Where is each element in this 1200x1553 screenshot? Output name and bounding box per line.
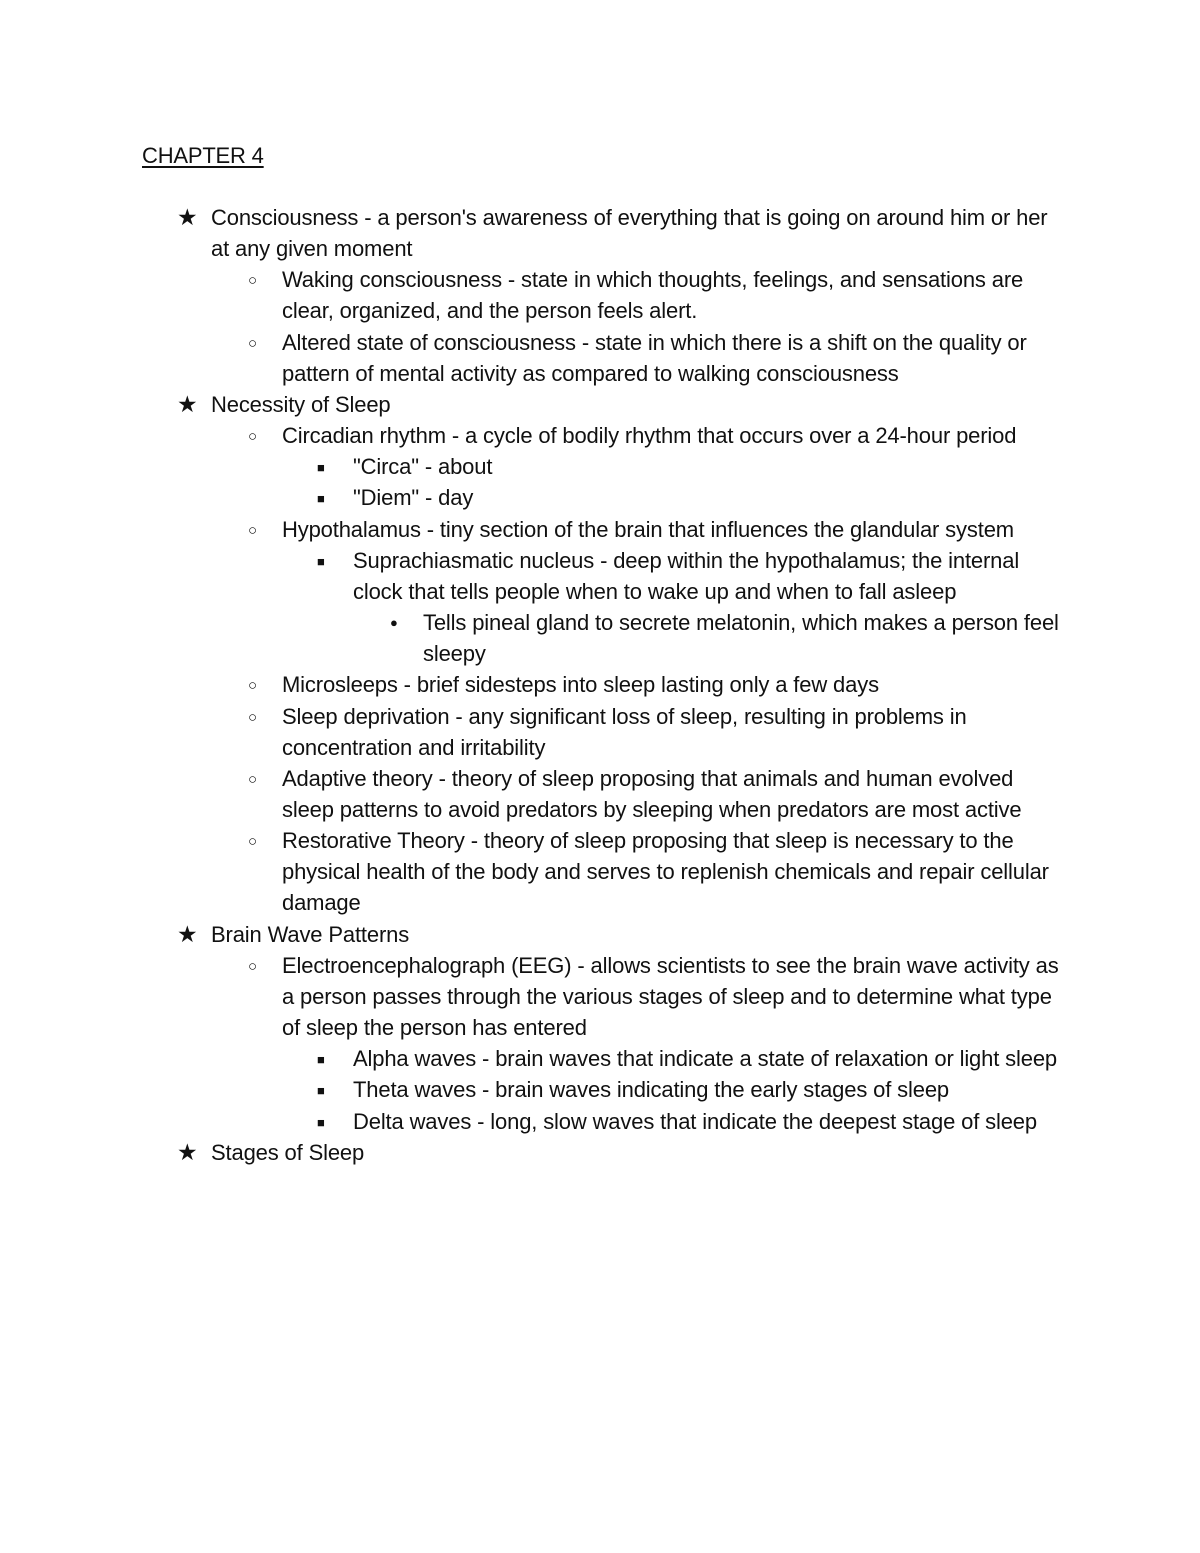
star-bullet-icon: ★ xyxy=(177,1138,198,1165)
notes-list xyxy=(0,202,1200,1168)
list-item-text: Sleep deprivation - any significant loss of sleep, resulting in problems in concentration and irritability xyxy=(282,703,967,760)
list-item-level-1 xyxy=(0,202,1061,264)
list-item-level-3 xyxy=(0,482,1063,513)
list-item-level-3 xyxy=(0,1043,1063,1074)
list-item-text: Delta waves - long, slow waves that indicate the deepest stage of sleep xyxy=(353,1108,1037,1134)
circle-bullet-icon: ○ xyxy=(248,770,257,788)
list-item-level-2 xyxy=(0,950,1062,1043)
square-bullet-icon: ■ xyxy=(317,491,325,507)
square-bullet-icon: ■ xyxy=(317,1114,325,1130)
list-item-text: Suprachiasmatic nucleus - deep within the hypothalamus; the internal clock that tells people when to wake up and when to fall asleep xyxy=(353,547,1020,604)
star-bullet-icon: ★ xyxy=(177,204,198,230)
list-item-text: Circadian rhythm - a cycle of bodily rhythm that occurs over a 24-hour period xyxy=(282,423,1017,449)
list-item-level-3 xyxy=(0,451,1063,482)
circle-bullet-icon: ○ xyxy=(248,833,257,851)
list-item-level-3 xyxy=(0,1074,1063,1105)
star-bullet-icon: ★ xyxy=(177,920,198,947)
list-item-text: Restorative Theory - theory of sleep proposing that sleep is necessary to the physical health of the body and serves to replenish chemicals and repair cellular damage xyxy=(282,828,1049,916)
list-item-text: "Diem" - day xyxy=(353,485,474,511)
list-item-text: Consciousness - a person's awareness of everything that is going on around him or her at any given moment xyxy=(211,205,1048,262)
list-item-level-2 xyxy=(0,763,1062,825)
square-bullet-icon: ■ xyxy=(317,1052,325,1068)
list-item-text: Theta waves - brain waves indicating the early stages of sleep xyxy=(353,1077,950,1103)
chapter-title: CHAPTER 4 xyxy=(142,143,264,168)
list-item-level-2 xyxy=(0,514,1062,545)
square-bullet-icon: ■ xyxy=(317,553,325,569)
list-item-text: Stages of Sleep xyxy=(211,1139,365,1165)
list-item-text: Tells pineal gland to secrete melatonin, which makes a person feel sleepy xyxy=(423,610,1059,667)
list-item-level-2 xyxy=(0,669,1062,700)
list-item-level-2 xyxy=(0,264,1062,326)
circle-bullet-icon: ○ xyxy=(248,957,257,975)
circle-bullet-icon: ○ xyxy=(248,521,257,539)
list-item-level-2 xyxy=(0,420,1062,451)
list-item-text: Electroencephalograph (EEG) - allows scientists to see the brain wave activity as a person passes through the various stages of sleep and to determine what type of sleep the person has entered xyxy=(282,952,1059,1041)
list-item-text: Waking consciousness - state in which thoughts, feelings, and sensations are clear, organized, and the person feels alert. xyxy=(282,267,1024,324)
list-item-level-1 xyxy=(0,389,1061,420)
list-item-level-2 xyxy=(0,825,1062,918)
list-item-level-3 xyxy=(0,545,1063,607)
list-item-level-3 xyxy=(0,1106,1063,1137)
list-item-level-4 xyxy=(0,607,1063,669)
circle-bullet-icon: ○ xyxy=(248,334,257,352)
disc-bullet-icon: ● xyxy=(390,615,398,631)
list-item-level-1 xyxy=(0,919,1061,950)
list-item-level-2 xyxy=(0,327,1062,389)
circle-bullet-icon: ○ xyxy=(248,677,257,695)
list-item-text: Altered state of consciousness - state in which there is a shift on the quality or pattern of mental activity as compared to walking consciousness xyxy=(282,329,1027,386)
circle-bullet-icon: ○ xyxy=(248,272,257,290)
star-bullet-icon: ★ xyxy=(177,390,198,417)
circle-bullet-icon: ○ xyxy=(248,428,257,446)
list-item-text: Adaptive theory - theory of sleep proposing that animals and human evolved sleep patterns to avoid predators by sleeping when predators are most active xyxy=(282,765,1022,822)
list-item-text: "Circa" - about xyxy=(353,454,493,480)
square-bullet-icon: ■ xyxy=(317,460,325,476)
square-bullet-icon: ■ xyxy=(317,1083,325,1099)
list-item-level-2 xyxy=(0,701,1062,763)
circle-bullet-icon: ○ xyxy=(248,708,257,726)
list-item-text: Microsleeps - brief sidesteps into sleep lasting only a few days xyxy=(282,672,879,698)
list-item-text: Necessity of Sleep xyxy=(211,391,391,417)
list-item-text: Hypothalamus - tiny section of the brain that influences the glandular system xyxy=(282,516,1014,542)
list-item-text: Alpha waves - brain waves that indicate a state of relaxation or light sleep xyxy=(353,1046,1057,1072)
list-item-text: Brain Wave Patterns xyxy=(211,921,410,947)
list-item-level-1 xyxy=(0,1137,1061,1168)
